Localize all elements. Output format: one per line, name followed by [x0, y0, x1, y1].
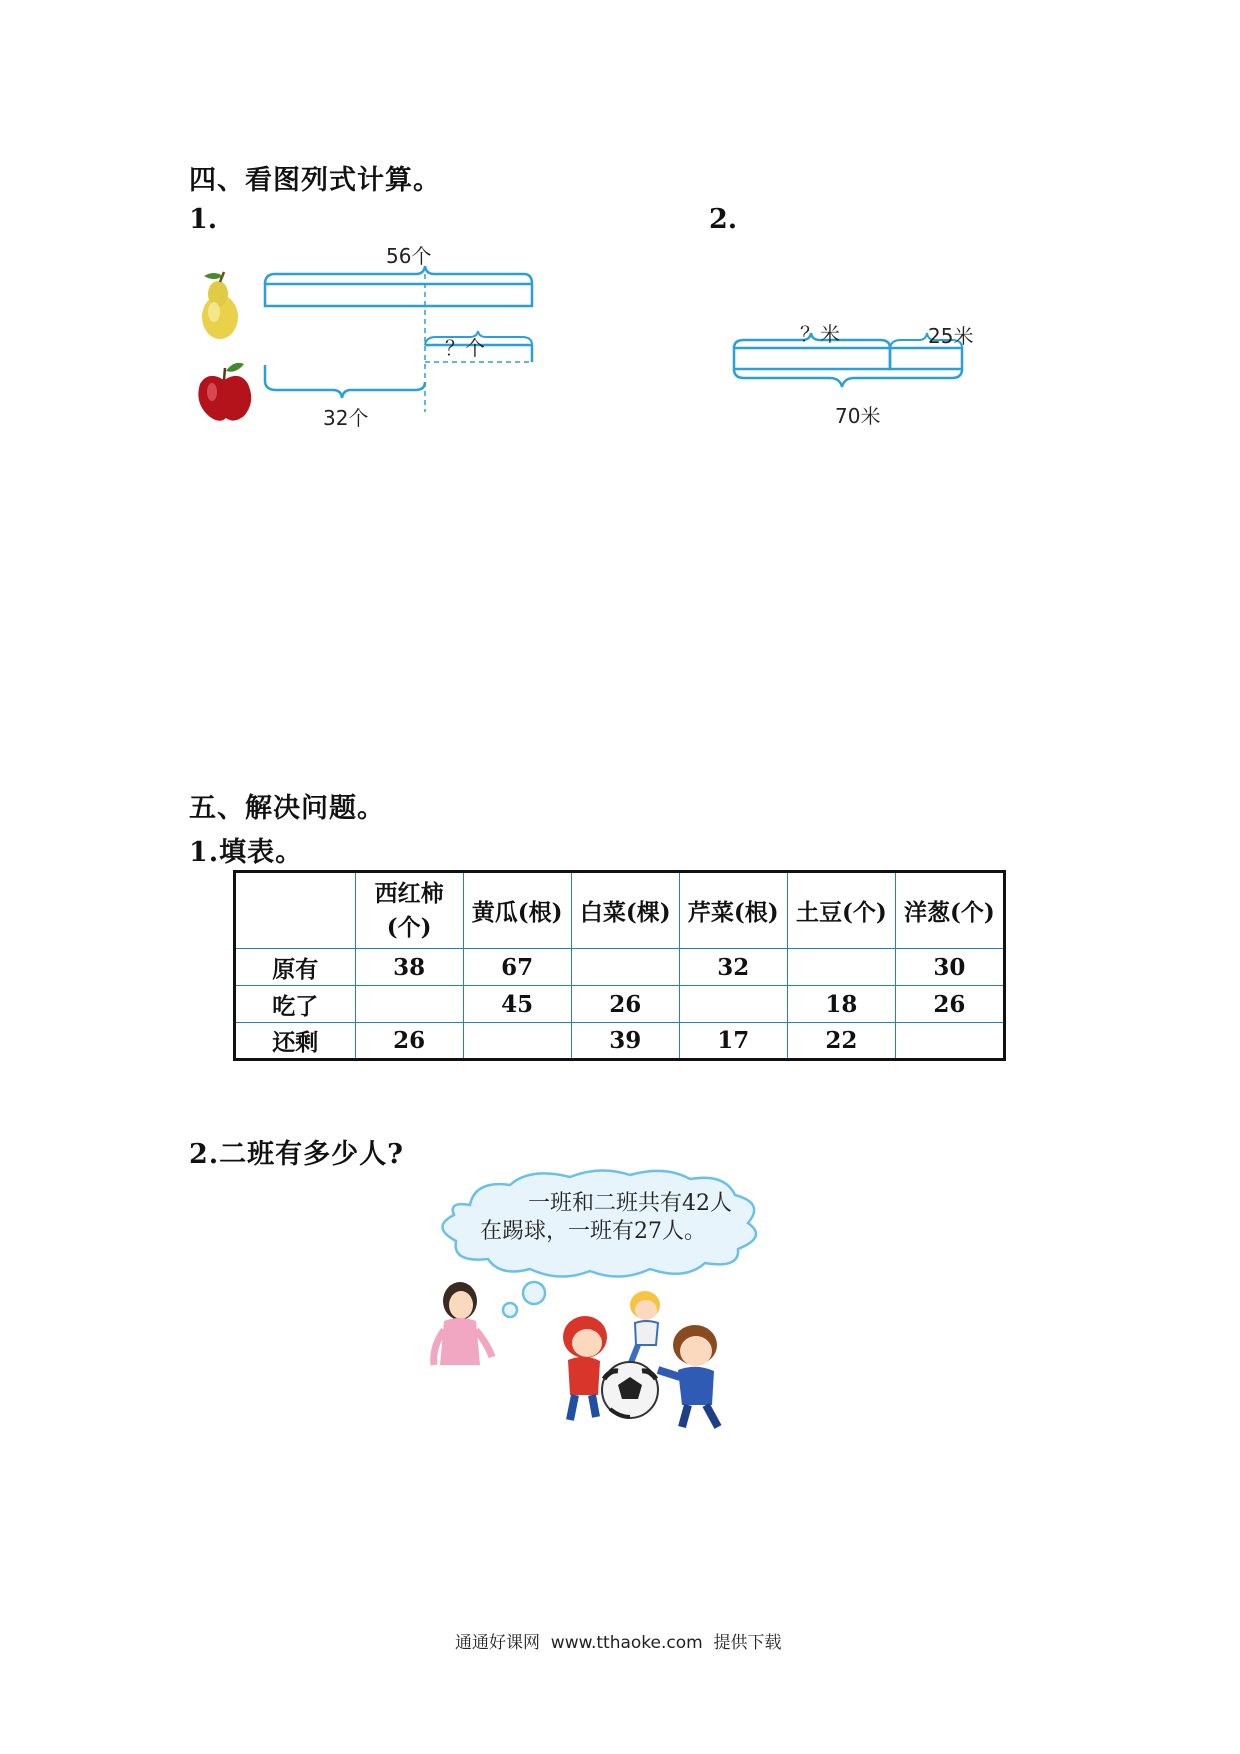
table-header-cell: 芹菜(根)	[679, 872, 787, 949]
table-header-cell: 洋葱(个)	[895, 872, 1004, 949]
table-cell: 39	[571, 1023, 679, 1060]
table-row	[235, 1023, 1005, 1060]
kid-red-figure	[563, 1316, 607, 1420]
q2-question-label: ？米	[800, 322, 840, 346]
table-row	[235, 986, 1005, 1023]
section5-title: 五、解决问题。	[189, 793, 385, 824]
table-cell	[787, 949, 895, 986]
header-tomato: 西红柿	[374, 879, 444, 907]
table-header-cell	[235, 872, 356, 949]
class-question-title: 2.二班有多少人?	[189, 1139, 405, 1170]
table-cell: 22	[787, 1023, 895, 1060]
q2-part-label: 25米	[928, 324, 974, 348]
table-cell: 18	[787, 986, 895, 1023]
teacher-figure	[434, 1282, 492, 1365]
apple-icon	[198, 363, 251, 421]
row-label: 吃了	[235, 986, 356, 1023]
table-cell	[895, 1023, 1004, 1060]
q1-total-label: 56个	[386, 244, 432, 268]
q2-number: 2.	[709, 204, 738, 235]
table-row	[235, 949, 1005, 986]
table-cell: 26	[355, 1023, 463, 1060]
table-cell: 45	[463, 986, 571, 1023]
table-cell: 17	[679, 1023, 787, 1060]
table-cell	[679, 986, 787, 1023]
q2-total-label: 70米	[835, 404, 881, 428]
table-cell: 26	[571, 986, 679, 1023]
table-cell: 67	[463, 949, 571, 986]
apple-bar	[265, 331, 532, 398]
table-header-cell	[355, 872, 463, 949]
section4-title: 四、看图列式计算。	[189, 165, 441, 196]
pear-icon	[202, 272, 238, 339]
footer-text: 通通好课网 www.tthaoke.com 提供下载	[455, 1633, 782, 1653]
diagram-1	[190, 232, 550, 432]
q1-question-label: ？个	[445, 336, 485, 360]
table-header-cell: 黄瓜(根)	[463, 872, 571, 949]
bubble-line-2: 在踢球，一班有27人。	[480, 1219, 706, 1244]
pear-bar	[265, 266, 532, 306]
table-cell: 38	[355, 949, 463, 986]
table-cell: 30	[895, 949, 1004, 986]
q1-apple-label: 32个	[323, 406, 369, 430]
table-header-cell: 白菜(棵)	[571, 872, 679, 949]
header-tomato-unit: (个)	[386, 913, 432, 941]
table-cell	[355, 986, 463, 1023]
vegetable-table	[233, 870, 1006, 1061]
bubble-line-1: 一班和二班共有42人	[528, 1191, 732, 1216]
table-cell	[463, 1023, 571, 1060]
table-header-row	[235, 872, 1005, 949]
kid-brown-figure	[658, 1325, 718, 1427]
row-label: 还剩	[235, 1023, 356, 1060]
q1-number: 1.	[189, 204, 218, 235]
table-cell: 32	[679, 949, 787, 986]
fill-table-title: 1.填表。	[189, 837, 304, 868]
kid-blonde-figure	[630, 1291, 660, 1365]
row-label: 原有	[235, 949, 356, 986]
soccer-ball-icon	[602, 1362, 658, 1418]
table-cell: 26	[895, 986, 1004, 1023]
table-cell	[571, 949, 679, 986]
table-header-cell: 土豆(个)	[787, 872, 895, 949]
